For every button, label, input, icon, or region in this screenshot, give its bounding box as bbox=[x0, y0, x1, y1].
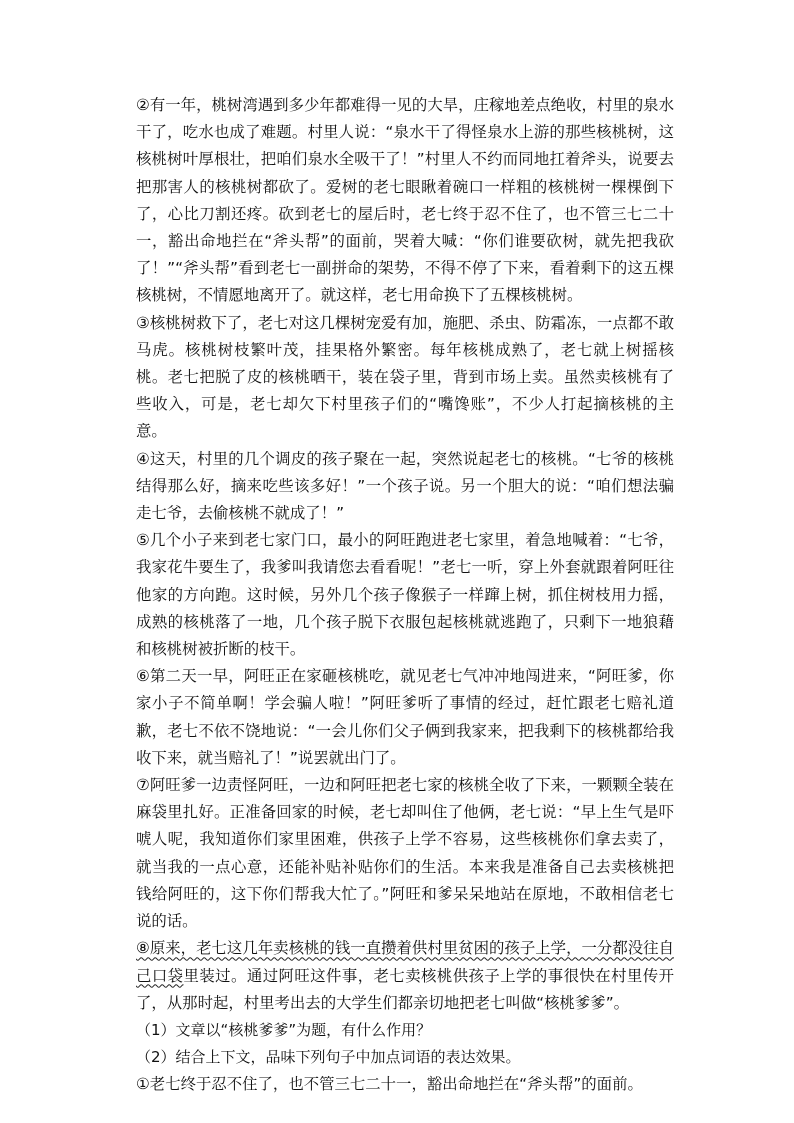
paragraph-8 bbox=[136, 935, 674, 1017]
paragraph-2: ②有一年，桃树湾遇到多少年都难得一见的大旱，庄稼地差点绝收，村里的泉水干了，吃水也成了难题。村里人说：“泉水干了得怪泉水上游的那些核桃树，这核桃树叶厚根壮，把咱们泉水全吸干了！”村里人不约而同地扛着斧头，说要去把那害人的核桃树都砍了。爱树的老七眼瞅着碗口一样粗的核桃树一棵棵倒下了，心比刀割还疼。砍到老七的屋后时，老七终于忍不住了，也不管三七二十一，豁出命地拦在“斧头帮”的面前，哭着大喊：“你们谁要砍树，就先把我砍了！”“斧头帮”看到老七一副拼命的架势，不得不停了下来，看着剩下的这五棵核桃树，不情愿地离开了。就这样，老七用命换下了五棵核桃树。 bbox=[136, 96, 674, 305]
paragraph-5: ⑤几个小子来到老七家门口，最小的阿旺跑进老七家里，着急地喊着：“七爷，我家花牛要生了，我爹叫我请您去看看呢！”老七一听，穿上外套就跟着阿旺往他家的方向跑。这时候，另外几个孩子像猴子一样蹿上树，抓住树枝用力摇，成熟的核桃落了一地，几个孩子脱下衣服包起核桃就逃跑了，只剩下一地狼藉和核桃树被折断的枝干。 bbox=[136, 531, 674, 659]
paragraph-7: ⑦阿旺爹一边责怪阿旺，一边和阿旺把老七家的核桃全收了下来，一颗颗全装在麻袋里扎好。正准备回家的时候，老七却叫住了他俩，老七说：“早上生气是吓唬人呢，我知道你们家里困难，供孩子上学不容易，这些核桃你们拿去卖了，就当我的一点心意，还能补贴补贴你们的生活。本来我是准备自己去卖核桃把钱给阿旺的，这下你们帮我大忙了。”阿旺和爹呆呆地站在原地，不敢相信老七说的话。 bbox=[136, 776, 674, 931]
paragraph-4: ④这天，村里的几个调皮的孩子聚在一起，突然说起老七的核桃。“七爷的核桃结得那么好，摘来吃些该多好！”一个孩子说。另一个胆大的说：“咱们想法骗走七爷，去偷核桃不就成了！” bbox=[136, 449, 674, 523]
question-2: （2）结合上下文，品味下列句子中加点词语的表达效果。 bbox=[136, 1048, 521, 1067]
paragraph-6: ⑥第二天一早，阿旺正在家砸核桃吃，就见老七气冲冲地闯进来，“阿旺爹，你家小子不简单啊！学会骗人啦！”阿旺爹听了事情的经过，赶忙跟老七赔礼道歉，老七不依不饶地说：“一会儿你们父子俩到我家来，把我剩下的核桃都给我收下来，就当赔礼了！”说罢就出门了。 bbox=[136, 667, 674, 767]
document-body bbox=[136, 92, 674, 1099]
paragraph-8-rest: 里装过。通过阿旺这件事，老七卖核桃供孩子上学的事很快在村里传开了，从那时起，村里考出去的大学生们都亲切地把老七叫做“核桃爹爹”。 bbox=[136, 966, 674, 1012]
underlined-sentence: ⑧原来，老七这几年卖核桃的钱一直攒着供村里贫困的孩子上学，一分都没往自己口袋 bbox=[136, 939, 674, 985]
question-1: （1）文章以“核桃爹爹”为题，有什么作用？ bbox=[136, 1020, 432, 1039]
paragraph-3: ③核桃树救下了，老七对这几棵树宠爱有加，施肥、杀虫、防霜冻，一点都不敢马虎。核桃树枝繁叶茂，挂果格外繁密。每年核桃成熟了，老七就上树摇核桃。老七把脱了皮的核桃晒干，装在袋子里，背到市场上卖。虽然卖核桃有了些收入，可是，老七却欠下村里孩子们的“嘴馋账”，不少人打起摘核桃的主意。 bbox=[136, 313, 674, 441]
question-2-item-1: ①老七终于忍不住了，也不管三七二十一，豁出命地拦在“斧头帮”的面前。 bbox=[136, 1075, 643, 1094]
